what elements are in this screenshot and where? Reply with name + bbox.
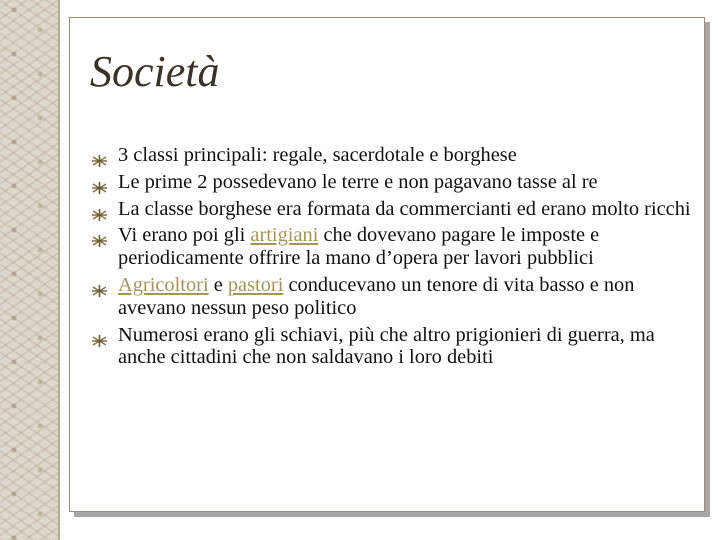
bullet-item: [92, 224, 692, 270]
bullet-text: La classe borghese era formata da commercianti ed erano molto ricchi: [118, 197, 691, 220]
bullet-text: Numerosi erano gli schiavi, più che altro prigionieri di guerra, ma anche cittadini che non saldavano i loro debiti: [118, 323, 655, 369]
wheat-sheaf-icon: [92, 177, 107, 189]
link-pastori[interactable]: pastori: [227, 273, 284, 296]
link-agricoltori[interactable]: Agricoltori: [118, 273, 209, 296]
bullet-text: conducevano un tenore di vita basso e non avevano nessun peso politico: [118, 273, 635, 319]
link-artigiani[interactable]: artigiani: [250, 224, 319, 247]
wheat-sheaf-icon: [92, 330, 107, 342]
bullet-item: [92, 171, 692, 194]
bullet-text: Le prime 2 possedevano le terre e non pagavano tasse al re: [118, 170, 598, 193]
bullet-item: [92, 274, 692, 320]
wheat-sheaf-icon: [92, 230, 107, 242]
bullet-text: 3 classi principali: regale, sacerdotale e borghese: [118, 144, 517, 166]
bullet-text: che dovevano pagare le imposte e periodicamente offrire la mano d’opera per lavori pubblici: [118, 224, 600, 270]
slide-title: Società: [90, 47, 220, 96]
bullet-item: [92, 198, 692, 221]
bullet-list: [92, 144, 692, 373]
wheat-sheaf-icon: [92, 280, 107, 292]
bullet-text: e: [208, 273, 228, 296]
wheat-sheaf-icon: [92, 150, 107, 162]
wheat-sheaf-icon: [92, 204, 107, 216]
bullet-text: Vi erano poi gli: [118, 224, 251, 247]
bullet-item: [92, 144, 692, 167]
decorative-sidebar: [0, 0, 60, 540]
bullet-item: [92, 324, 692, 370]
